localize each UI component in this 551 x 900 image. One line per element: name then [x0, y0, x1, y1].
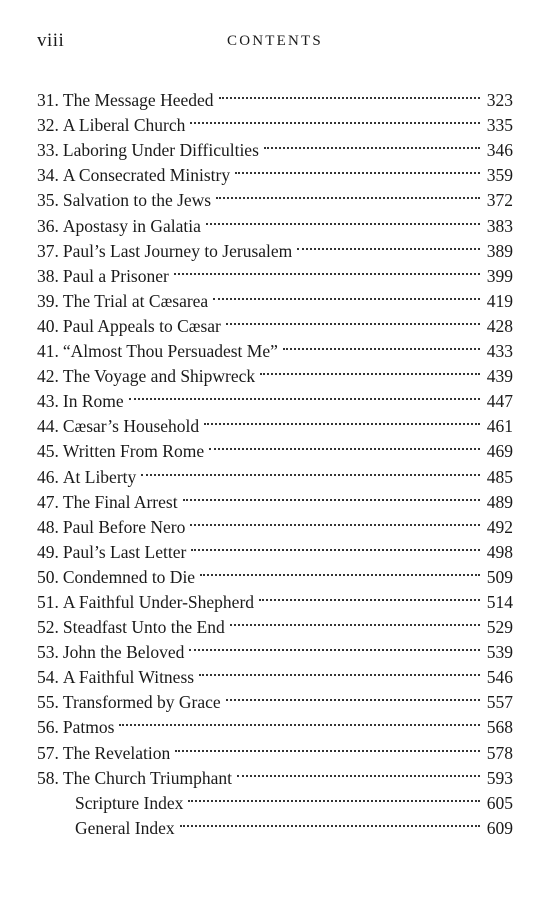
- toc-entry-page: 439: [486, 366, 513, 387]
- toc-entry-title: Scripture Index: [75, 792, 184, 813]
- toc-entry-page: 461: [486, 416, 513, 437]
- dot-leader: [206, 206, 480, 231]
- toc-entry-page: 578: [486, 742, 513, 763]
- dot-leader: [190, 508, 480, 533]
- toc-entry-page: 383: [486, 215, 513, 236]
- table-of-contents: [37, 81, 513, 838]
- toc-entry-page: 359: [486, 165, 513, 186]
- toc-entry-page: 485: [486, 466, 513, 487]
- dot-leader: [230, 608, 480, 633]
- toc-entry-number: 56.: [37, 717, 59, 738]
- dot-leader: [129, 382, 480, 407]
- dot-leader: [200, 558, 480, 583]
- toc-entry-title: A Consecrated Ministry: [62, 165, 231, 186]
- dot-leader: [259, 583, 480, 608]
- toc-entry-number: 37.: [37, 240, 59, 261]
- toc-entry-title: Paul’s Last Letter: [62, 541, 187, 562]
- dot-leader: [216, 181, 480, 206]
- toc-entry-title: A Liberal Church: [62, 115, 186, 136]
- toc-entry-number: 32.: [37, 115, 59, 136]
- toc-entry-number: 35.: [37, 190, 59, 211]
- dot-leader: [199, 658, 480, 683]
- toc-entry-number: 52.: [37, 617, 59, 638]
- toc-entry-page: 469: [486, 441, 513, 462]
- toc-entry-number: 44.: [37, 416, 59, 437]
- toc-entry-title: Paul’s Last Journey to Jerusalem: [62, 240, 293, 261]
- toc-entry-page: 609: [486, 817, 513, 838]
- toc-entry-page: 568: [486, 717, 513, 738]
- toc-entry-title: Written From Rome: [62, 441, 205, 462]
- toc-entry-number: 36.: [37, 215, 59, 236]
- toc-entry-page: 557: [486, 692, 513, 713]
- toc-entry-title: Condemned to Die: [62, 566, 196, 587]
- toc-entry-number: 55.: [37, 692, 59, 713]
- toc-entry-title: Laboring Under Difficulties: [62, 140, 259, 161]
- dot-leader: [188, 784, 480, 809]
- dot-leader: [264, 131, 480, 156]
- dot-leader: [237, 759, 480, 784]
- toc-entry-title: “Almost Thou Persuadest Me”: [62, 341, 278, 362]
- toc-entry-page: 323: [486, 90, 513, 111]
- page-number: viii: [37, 30, 65, 51]
- toc-entry-title: The Final Arrest: [62, 491, 178, 512]
- toc-entry-page: 539: [486, 642, 513, 663]
- toc-entry-number: 47.: [37, 491, 59, 512]
- toc-entry-title: The Church Triumphant: [62, 767, 233, 788]
- dot-leader: [283, 332, 480, 357]
- toc-entry-page: 529: [486, 617, 513, 638]
- toc-entry-title: The Trial at Cæsarea: [62, 290, 209, 311]
- toc-entry-number: 46.: [37, 466, 59, 487]
- toc-entry-page: 498: [486, 541, 513, 562]
- toc-entry-number: 40.: [37, 315, 59, 336]
- dot-leader: [191, 533, 480, 558]
- toc-entry-number: 43.: [37, 391, 59, 412]
- toc-entry: [37, 81, 513, 111]
- toc-entry-title: Salvation to the Jews: [62, 190, 212, 211]
- toc-entry-page: 492: [486, 516, 513, 537]
- toc-entry-title: Paul Appeals to Cæsar: [62, 315, 221, 336]
- toc-entry-number: 41.: [37, 341, 59, 362]
- toc-entry-page: 335: [486, 115, 513, 136]
- toc-entry-page: 546: [486, 667, 513, 688]
- toc-entry-title: The Message Heeded: [62, 90, 214, 111]
- dot-leader: [180, 809, 480, 834]
- toc-entry-page: 346: [486, 140, 513, 161]
- toc-entry-number: 49.: [37, 541, 59, 562]
- dot-leader: [190, 106, 480, 131]
- toc-entry-number: 50.: [37, 566, 59, 587]
- toc-entry-number: 31.: [37, 90, 59, 111]
- toc-entry-page: 489: [486, 491, 513, 512]
- toc-entry-number: 42.: [37, 366, 59, 387]
- dot-leader: [213, 282, 480, 307]
- toc-entry-page: 593: [486, 767, 513, 788]
- dot-leader: [189, 633, 480, 658]
- toc-entry-number: 57.: [37, 742, 59, 763]
- toc-entry-page: 389: [486, 240, 513, 261]
- dot-leader: [119, 708, 480, 733]
- dot-leader: [174, 257, 480, 282]
- toc-entry-number: 33.: [37, 140, 59, 161]
- dot-leader: [209, 432, 480, 457]
- dot-leader: [226, 683, 480, 708]
- page-header: [37, 30, 513, 56]
- toc-entry-number: 38.: [37, 265, 59, 286]
- toc-entry-title: In Rome: [62, 391, 124, 412]
- toc-entry-page: 514: [486, 591, 513, 612]
- toc-entry-title: Steadfast Unto the End: [62, 617, 225, 638]
- toc-entry-page: 372: [486, 190, 513, 211]
- toc-entry-number: 54.: [37, 667, 59, 688]
- toc-entry-number: 58.: [37, 767, 59, 788]
- dot-leader: [219, 81, 480, 106]
- toc-entry-title: Cæsar’s Household: [62, 416, 200, 437]
- dot-leader: [141, 457, 480, 482]
- toc-entry-page: 419: [486, 290, 513, 311]
- toc-entry-page: 399: [486, 265, 513, 286]
- toc-entry-title: A Faithful Witness: [62, 667, 195, 688]
- toc-entry-page: 605: [486, 792, 513, 813]
- toc-entry-number: 53.: [37, 642, 59, 663]
- toc-entry-number: 39.: [37, 290, 59, 311]
- toc-entry-page: 447: [486, 391, 513, 412]
- dot-leader: [204, 407, 480, 432]
- toc-entry-title: Paul a Prisoner: [62, 265, 169, 286]
- toc-entry-title: Apostasy in Galatia: [62, 215, 201, 236]
- dot-leader: [226, 307, 480, 332]
- toc-entry-number: 51.: [37, 591, 59, 612]
- toc-entry-title: At Liberty: [62, 466, 137, 487]
- toc-entry-title: Patmos: [62, 717, 115, 738]
- dot-leader: [297, 232, 480, 257]
- dot-leader: [260, 357, 480, 382]
- toc-entry-title: General Index: [75, 817, 175, 838]
- toc-entry-page: 433: [486, 341, 513, 362]
- toc-entry-title: The Voyage and Shipwreck: [62, 366, 256, 387]
- toc-entry-number: 48.: [37, 516, 59, 537]
- dot-leader: [183, 483, 480, 508]
- dot-leader: [235, 156, 480, 181]
- toc-entry-number: 34.: [37, 165, 59, 186]
- toc-entry-title: John the Beloved: [62, 642, 185, 663]
- running-title: CONTENTS: [227, 33, 323, 49]
- toc-entry-page: 509: [486, 566, 513, 587]
- toc-entry-title: The Revelation: [62, 742, 171, 763]
- toc-entry-title: Paul Before Nero: [62, 516, 186, 537]
- toc-entry-number: 45.: [37, 441, 59, 462]
- toc-entry-page: 428: [486, 315, 513, 336]
- dot-leader: [175, 733, 480, 758]
- toc-entry-title: A Faithful Under-Shepherd: [62, 591, 255, 612]
- toc-entry-title: Transformed by Grace: [62, 692, 221, 713]
